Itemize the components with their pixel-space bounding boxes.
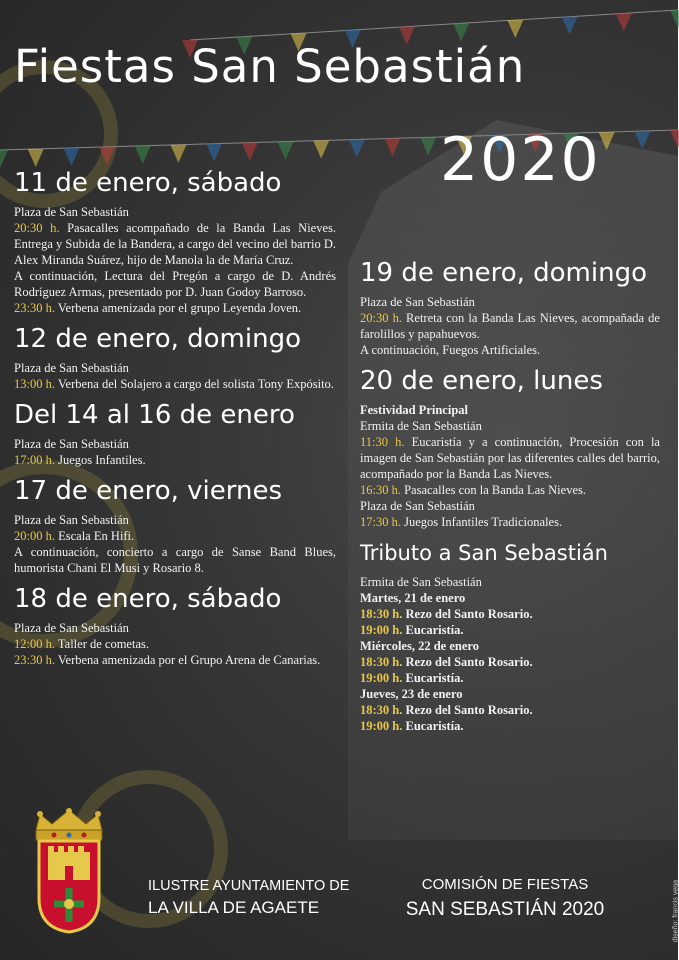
event-text: Plaza de San Sebastián [360,499,475,513]
bunting-string [190,10,678,40]
commission-line-1: COMISIÓN DE FIESTAS [421,876,589,893]
bunting-flag [670,130,679,148]
event-line [360,310,660,342]
bunting-flag [562,17,578,35]
event-place: Ermita de San Sebastián [360,419,482,433]
tribute-heading: Tributo a San Sebastián [360,541,608,565]
tribute-item [360,702,660,718]
bunting-flag [99,147,115,165]
event-time: 23:30 h. [14,301,55,315]
event-line [14,652,336,668]
left-column [14,168,336,676]
bunting-flag [507,20,523,38]
event-text: Retreta con la Banda Las Nieves, acompañada de farolillos y papahuevos. [360,311,660,341]
event-line [14,300,336,316]
bunting-flag [313,141,329,159]
tribute-text: Eucaristía. [402,671,464,685]
bunting-flag [170,145,186,163]
tribute-time: 19:00 h. [360,671,403,685]
event-text: Eucaristía y a continuación, Procesión con la imagen de San Sebastián por las diferentes calles del barrio, acompañado por la Banda Las Nieves. [360,435,660,481]
event-text: Juegos Infantiles Tradicionales. [400,515,563,529]
tribute-text: Eucaristía. [402,623,464,637]
event-text: Verbena amenizada por el grupo Leyenda Joven. [54,301,302,315]
municipality-line-1: ILUSTRE AYUNTAMIENTO DE [148,878,350,894]
municipality-name [148,878,349,918]
event-time: 20:30 h. [14,221,60,235]
event-line [14,376,336,392]
bunting-flag [616,13,632,31]
poster-title: Fiestas San Sebastián [14,40,526,93]
event-text: Verbena del Solajero a cargo del solista Tony Expósito. [54,377,334,391]
event-text: A continuación, concierto a cargo de Sanse Band Blues, humorista Chani El Musi y Rosario 8. [14,545,336,575]
event-place: Plaza de San Sebastián [360,295,475,309]
event-time: 13:00 h. [14,377,55,391]
tribute-section [360,538,660,734]
event-line [14,220,336,268]
event-subheading: Festividad Principal [360,403,468,417]
tribute-text: Rezo del Santo Rosario. [402,703,533,717]
event-heading: 19 de enero, domingo [360,258,647,288]
event-line [14,268,336,300]
bunting-flag [135,146,151,164]
bunting-flag [0,150,8,168]
municipality-line-2: LA VILLA DE AGAETE [148,898,320,917]
bunting-flag [206,144,222,162]
event-time: 17:00 h. [14,453,55,467]
event-time: 11:30 h. [360,435,405,449]
event-line [360,498,660,514]
event-time: 20:30 h. [360,311,402,325]
event-line [360,514,660,530]
tribute-time: 19:00 h. [360,623,403,637]
bunting-flag [420,137,436,155]
commission-line-2: SAN SEBASTIÁN 2020 [405,899,605,920]
event-line [14,636,336,652]
event-section [14,400,336,468]
tribute-time: 19:00 h. [360,719,403,733]
event-heading: 20 de enero, lunes [360,366,603,396]
event-text: Taller de cometas. [54,637,149,651]
event-line [14,452,336,468]
tribute-text: Rezo del Santo Rosario. [402,607,533,621]
event-line [360,482,660,498]
event-text: Escala En Hifi. [54,529,135,543]
tribute-text: Rezo del Santo Rosario. [402,655,533,669]
footer-commission [380,876,630,921]
event-line [14,544,336,576]
tribute-item [360,654,660,670]
tribute-time: 18:30 h. [360,655,403,669]
tribute-time: 18:30 h. [360,607,403,621]
crown-icon [30,808,108,842]
event-time: 12:00 h. [14,637,55,651]
event-line [14,528,336,544]
event-time: 23:30 h. [14,653,55,667]
event-heading: Del 14 al 16 de enero [14,400,295,430]
event-line [360,342,660,358]
bunting-flag [453,23,469,41]
tribute-time: 18:30 h. [360,703,403,717]
event-text: Juegos Infantiles. [54,453,146,467]
design-credit: diseño: francis vega [672,880,679,943]
event-place: Plaza de San Sebastián [14,361,129,375]
event-section [360,258,660,358]
event-heading: 12 de enero, domingo [14,324,301,354]
tribute-place: Ermita de San Sebastián [360,575,482,589]
event-text: A continuación, Fuegos Artificiales. [360,343,541,357]
bunting-flag [349,139,365,157]
bunting-flag [634,131,650,149]
tribute-text: Eucaristía. [402,719,464,733]
event-line [360,434,660,482]
bunting-flag [670,10,679,28]
bunting-flag [28,149,44,167]
tribute-day: Martes, 21 de enero [360,591,466,605]
event-text: Verbena amenizada por el Grupo Arena de Canarias. [54,653,321,667]
event-text: A continuación, Lectura del Pregón a cargo de D. Andrés Rodríguez Armas, presentado por D. Juan Godoy Barroso. [14,269,336,299]
footer-municipality [30,808,350,948]
event-section [14,584,336,668]
event-section [14,168,336,316]
event-time: 17:30 h. [360,515,401,529]
tribute-item [360,622,660,638]
right-column [360,258,660,742]
tribute-item [360,670,660,686]
bunting-flag [63,148,79,166]
tribute-day: Miércoles, 22 de enero [360,639,479,653]
event-text: Pasacalles con la Banda Las Nieves. [400,483,586,497]
tribute-item [360,718,660,734]
event-time: 16:30 h. [360,483,401,497]
event-section [14,324,336,392]
event-place: Plaza de San Sebastián [14,437,129,451]
event-text: Pasacalles acompañado de la Banda Las Nieves. Entrega y Subida de la Bandera, a cargo del vecino del barrio D. Alex Miranda Suárez, hijo de Manola la de María Cruz. [14,221,337,267]
bunting-flag [385,138,401,156]
event-place: Plaza de San Sebastián [14,621,129,635]
tribute-item [360,606,660,622]
bunting-flag [599,132,615,150]
event-place: Plaza de San Sebastián [14,513,129,527]
bunting-flag [242,143,258,161]
event-place: Plaza de San Sebastián [14,205,129,219]
bunting-flag [277,142,293,160]
event-heading: 18 de enero, sábado [14,584,282,614]
event-section [14,476,336,576]
event-section [360,366,660,530]
tribute-day: Jueves, 23 de enero [360,687,463,701]
event-heading: 17 de enero, viernes [14,476,282,506]
coat-of-arms-icon [36,838,102,934]
event-time: 20:00 h. [14,529,55,543]
poster-year: 2020 [440,125,601,195]
event-heading: 11 de enero, sábado [14,168,282,198]
